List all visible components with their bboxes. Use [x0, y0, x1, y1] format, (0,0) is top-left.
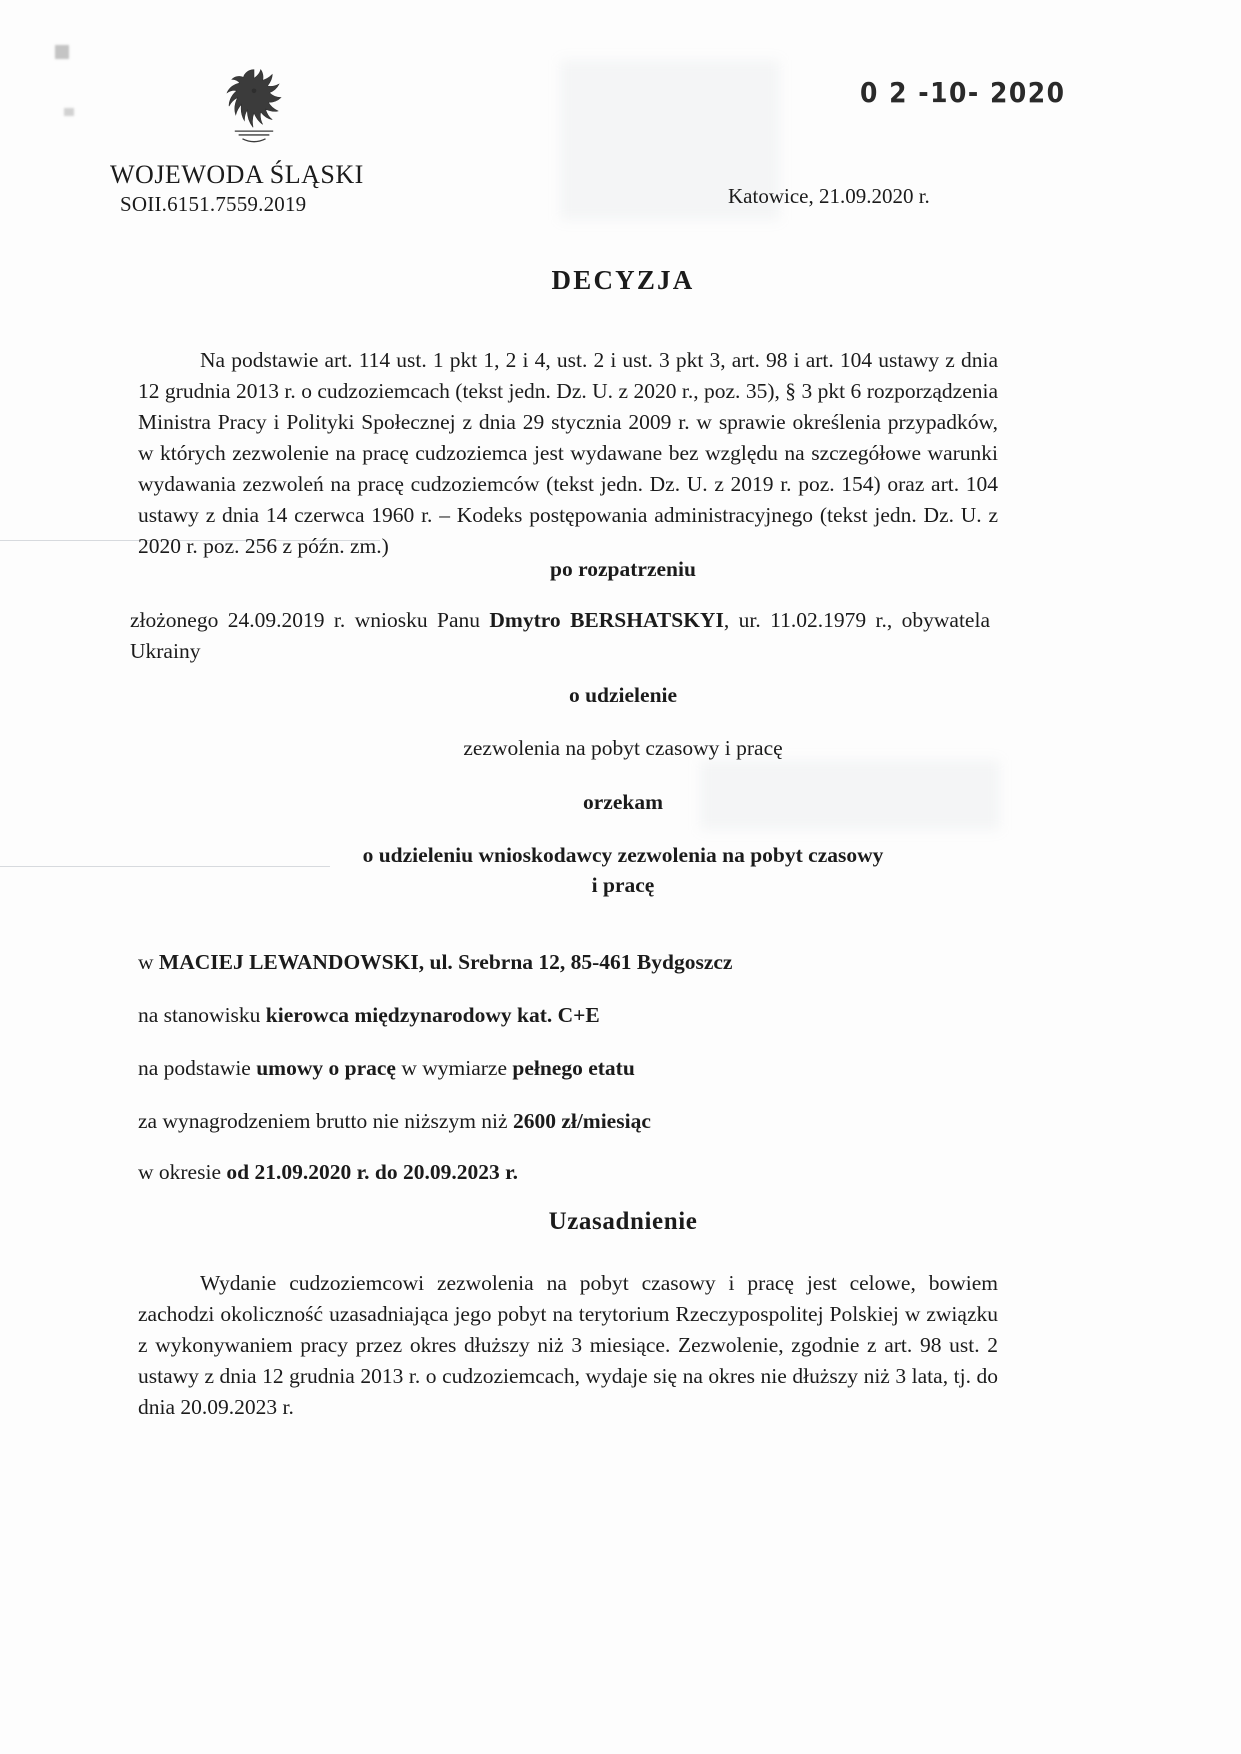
detail-contract	[138, 1053, 635, 1083]
scan-speck	[64, 108, 74, 116]
application-paragraph	[130, 605, 990, 667]
detail-prefix: w okresie	[138, 1160, 227, 1184]
place-and-date: Katowice, 21.09.2020 r.	[728, 184, 930, 208]
ruling-verb: orzekam	[583, 790, 663, 814]
detail-prefix: za wynagrodzeniem brutto nie niższym niż	[138, 1109, 513, 1133]
for-granting-label: o udzielenie	[568, 683, 678, 707]
detail-salary	[138, 1106, 651, 1136]
document-content	[110, 0, 1098, 1754]
justification-paragraph: Wydanie cudzoziemcowi zezwolenia na pobyt czasowy i pracę jest celowe, bowiem zachodzi okoliczność uzasadniająca jego pobyt na terytorium Rzeczypospolitej Polskiej w związku z wykonywaniem pracy przez okres dłuższy niż 3 miesiące. Zezwolenie, zgodnie z art. 98 ust. 2 ustawy z dnia 12 grudnia 2013 r. o cudzoziemcach, wydaje się na okres nie dłuższy niż 3 lata, tj. do dnia 20.09.2023 r.	[138, 1271, 998, 1419]
polish-eagle-emblem-icon	[206, 62, 302, 158]
application-prefix: złożonego 24.09.2019 r. wniosku Panu	[130, 608, 490, 632]
scan-speck	[55, 45, 69, 59]
detail-prefix: na podstawie	[138, 1056, 257, 1080]
application-suffix: , ur. 11.02.1979 r., obywatela Ukrainy	[130, 608, 990, 663]
authority-name: WOJEWODA ŚLĄSKI	[110, 160, 364, 189]
detail-prefix: na stanowisku	[138, 1003, 266, 1027]
ruling-line-2: i pracę	[591, 873, 655, 897]
applicant-name: Dmytro BERSHATSKYI	[489, 608, 724, 632]
after-consideration-label: po rozpatrzeniu	[550, 557, 696, 581]
detail-value: od 21.09.2020 r. do 20.09.2023 r.	[226, 1160, 519, 1184]
detail-employer	[138, 947, 732, 977]
detail-period	[138, 1157, 518, 1187]
detail-value: kierowca międzynarodowy kat. C+E	[265, 1003, 600, 1027]
case-number: SOII.6151.7559.2019	[120, 192, 307, 216]
detail-value-2: pełnego etatu	[512, 1056, 635, 1080]
detail-position	[138, 1000, 600, 1030]
permit-subject: zezwolenia na pobyt czasowy i pracę	[463, 736, 783, 760]
reception-stamp-date: 0 2 -10- 2020	[860, 76, 1066, 109]
detail-value: MACIEJ LEWANDOWSKI, ul. Srebrna 12, 85-461 Bydgoszcz	[158, 950, 733, 974]
legal-basis-paragraph: Na podstawie art. 114 ust. 1 pkt 1, 2 i 4, ust. 2 i ust. 3 pkt 3, art. 98 i art. 104 ustawy z dnia 12 grudnia 2013 r. o cudzoziemcach (tekst jedn. Dz. U. z 2020 r., poz. 35), § 3 pkt 6 rozporządzenia Ministra Pracy i Polityki Społecznej z dnia 29 stycznia 2009 r. w sprawie określenia przypadków, w których zezwolenie na pracę cudzoziemca jest wydawane bez względu na szczegółowe warunki wydawania zezwoleń na pracę cudzoziemców (tekst jedn. Dz. U. z 2019 r. poz. 154) oraz art. 104 ustawy z dnia 14 czerwca 1960 r. – Kodeks postępowania administracyjnego (tekst jedn. Dz. U. z 2020 r. poz. 256 z późn. zm.)	[138, 348, 998, 558]
ruling-line-1: o udzieleniu wnioskodawcy zezwolenia na pobyt czasowy	[362, 843, 884, 867]
detail-value: 2600 zł/miesiąc	[512, 1109, 651, 1133]
justification-title: Uzasadnienie	[548, 1208, 698, 1235]
document-title: DECYZJA	[551, 265, 695, 295]
detail-prefix: w	[138, 950, 159, 974]
detail-value: umowy o pracę	[256, 1056, 396, 1080]
detail-middle: w wymiarze	[395, 1056, 513, 1080]
